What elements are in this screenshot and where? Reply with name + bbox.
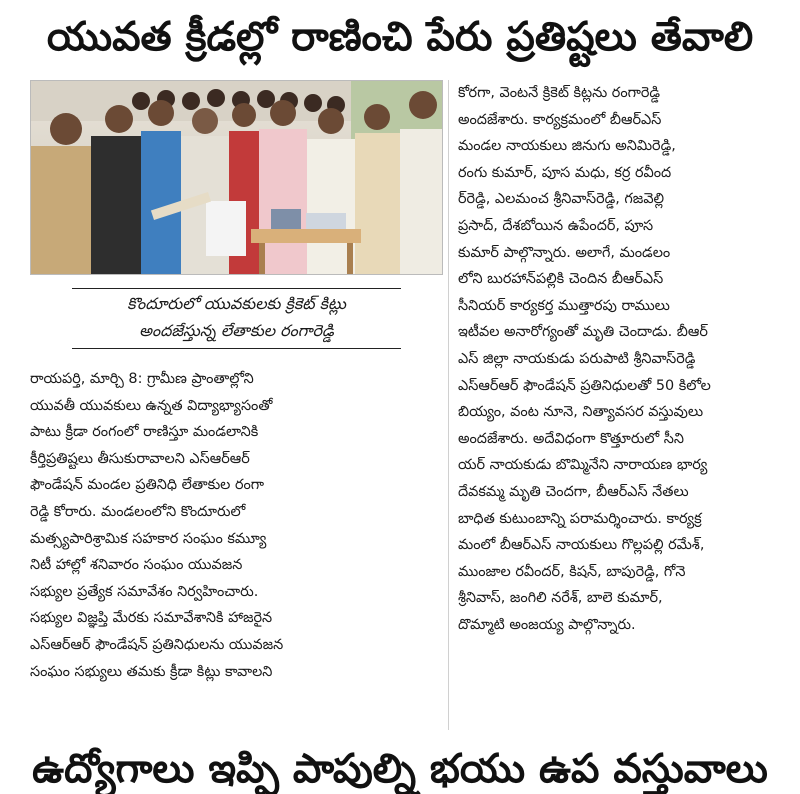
right-column xyxy=(458,80,788,638)
text-line: ముంజాల రవీందర్, కిషన్, బాపురెడ్డి, గోనె xyxy=(458,563,686,580)
text-line: సభ్యుల విజ్ఞప్తి మేరకు సమావేశానికి హాజరైన xyxy=(30,610,273,627)
caption-line-2: అందజేస్తున్న లేతాకుల రంగారెడ్డి xyxy=(139,321,334,340)
text-line: ఫౌండేషన్ మండల ప్రతినిధి లేతాకుల రంగా xyxy=(30,477,265,494)
text-line: బియ్యం, వంట నూనె, నిత్యావసర వస్తువులు xyxy=(458,404,704,421)
next-article-headline: ఉద్యోగాలు ఇప్పి పాపుల్ని భయు ఉప వస్తువాలు xyxy=(32,746,768,792)
text-line: సీనియర్ కార్యకర్త ముత్తారపు రాములు xyxy=(458,297,670,314)
left-column xyxy=(30,366,443,685)
text-line: లోని బురహాన్‌పల్లికి చెందిన బీఆర్ఎస్ xyxy=(458,271,664,288)
text-line: సంఘం సభ్యులు తమకు క్రీడా కిట్లు కావాలని xyxy=(30,663,273,680)
text-line: ఇటీవల అనారోగ్యంతో మృతి చెందాడు. బీఆర్ xyxy=(458,324,708,341)
text-line: రాయపర్తి, మార్చి 8: గ్రామీణ ప్రాంతాల్లోని xyxy=(30,371,254,387)
news-photo xyxy=(30,80,443,275)
text-line: మత్స్యపారిశ్రామిక సహకార సంఘం కమ్యూ xyxy=(30,530,267,547)
text-line: రెడ్డి కోరారు. మండలంలోని కొందూరులో xyxy=(30,503,246,520)
text-line: యువతీ యువకులు ఉన్నత విద్యాభ్యాసంతో xyxy=(30,397,273,414)
column-divider xyxy=(448,80,449,730)
text-line: కుమార్ పాల్గొన్నారు. అలాగే, మండలం xyxy=(458,244,671,261)
text-line: దొమ్మాటి అంజయ్య పాల్గొన్నారు. xyxy=(458,616,636,633)
text-line: సభ్యుల ప్రత్యేక సమావేశం నిర్వహించారు. xyxy=(30,583,259,600)
text-line: మండల నాయకులు జినుగు అనిమిరెడ్డి, xyxy=(458,138,676,155)
caption-top-rule xyxy=(72,288,401,289)
text-line: రంగు కుమార్, పూస మధు, కర్ర రవీంద xyxy=(458,164,672,181)
text-line: నిటీ హాల్లో శనివారం సంఘం యువజన xyxy=(30,557,243,574)
text-line: మంలో బీఆర్ఎస్ నాయకులు గొల్లపల్లి రమేశ్, xyxy=(458,537,705,554)
caption-bottom-rule xyxy=(72,348,401,349)
text-line: ఎస్ఆర్ఆర్ ఫౌండేషన్ ప్రతినిధులను యువజన xyxy=(30,636,284,653)
text-line: కోరగా, వెంటనే క్రికెట్ కిట్లను రంగారెడ్డి xyxy=(458,85,661,101)
text-line: బాధిత కుటుంబాన్ని పరామర్శించారు. కార్యక్ర xyxy=(458,510,702,527)
text-line: ప్రసాద్, దేశబోయిన ఉపేందర్, పూస xyxy=(458,217,654,234)
caption-line-1: కొందూరులో యువకులకు క్రికెట్ కిట్లు xyxy=(127,294,346,313)
text-line: పాటు క్రీడా రంగంలో రాణిస్తూ మండలానికి xyxy=(30,424,259,441)
text-line: అందజేశారు. అదేవిధంగా కొత్తూరులో సీని xyxy=(458,430,684,447)
photo-caption xyxy=(30,286,443,354)
text-line: ఎస్ జిల్లా నాయకుడు పరుపాటి శ్రీనివాస్‌రెడ్డి xyxy=(458,350,696,367)
text-line: కీర్తిప్రతిష్టలు తీసుకురావాలని ఎస్ఆర్ఆర్ xyxy=(30,450,250,467)
text-line: ర్‌రెడ్డి, ఎలమంచ శ్రీనివాస్‌రెడ్డి, గజవెల్లి xyxy=(458,191,665,208)
text-line: దేవకమ్మ మృతి చెందగా, బీఆర్ఎస్ నేతలు xyxy=(458,483,689,500)
text-line: ఎస్ఆర్ఆర్ ఫౌండేషన్ ప్రతినిధులతో 50 కిలోల xyxy=(458,377,711,394)
text-line: యర్ నాయకుడు బొమ్మినేని నారాయణ భార్య xyxy=(458,457,708,474)
text-line: శ్రీనివాస్, జంగిలి నరేశ్, బాలె కుమార్, xyxy=(458,590,663,607)
article-headline: యువత క్రీడల్లో రాణించి పేరు ప్రతిష్టలు తేవాలి xyxy=(46,14,754,60)
text-line: అందజేశారు. కార్యక్రమంలో బీఆర్ఎస్ xyxy=(458,111,662,128)
